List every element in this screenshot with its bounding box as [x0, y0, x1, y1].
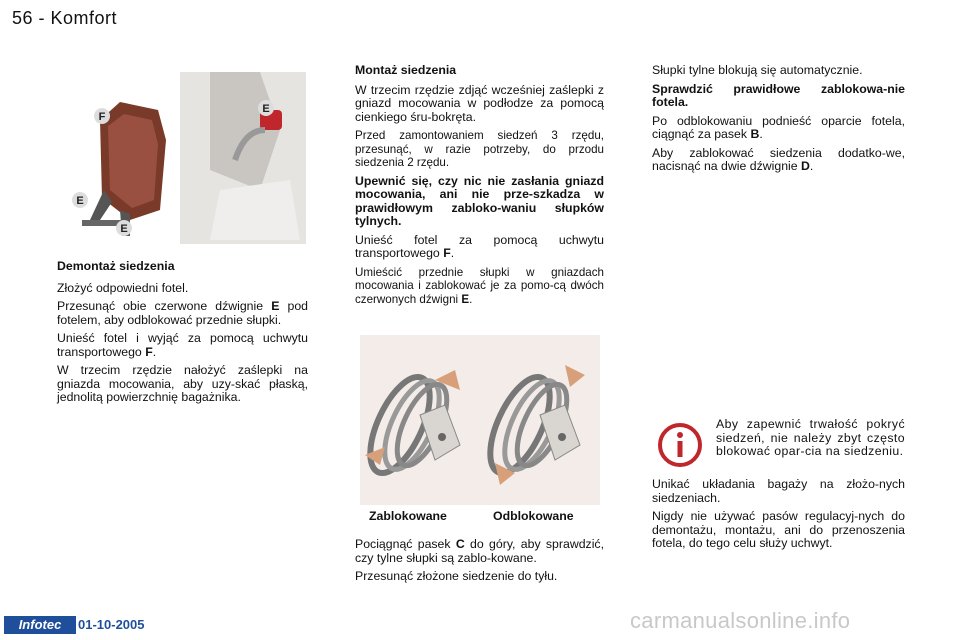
- latch-unlocked-drawing: [478, 365, 585, 485]
- info-icon: [657, 422, 703, 468]
- installation-heading: Montaż siedzenia: [355, 63, 457, 77]
- label-e-right: E: [262, 103, 270, 115]
- latch-illustration: [360, 335, 600, 505]
- info-note: [716, 418, 905, 459]
- installation-check: [355, 538, 604, 589]
- rear-step-3: Po odblokowaniu podnieść oparcie fotela, ciągnąć za pasek B.: [652, 113, 905, 141]
- footer-date: 01-10-2005: [78, 617, 145, 632]
- removal-heading: Demontaż siedzenia: [57, 259, 175, 273]
- removal-step-3: Unieść fotel i wyjąć za pomocą uchwytu transportowego F.: [57, 331, 308, 359]
- label-f: F: [98, 111, 106, 123]
- label-e-left: E: [76, 195, 84, 207]
- installation-warning: Upewnić się, czy nic nie zasłania gniazd mocowania, ani nie prze-szkadza w prawidłowym zabloko-waniu słupków tylnych.: [355, 173, 604, 228]
- rear-posts-section: [652, 64, 905, 179]
- warning-1: Unikać układania bagaży na złożo-nych siedzeniach.: [652, 477, 905, 505]
- warning-2: Nigdy nie używać pasów regulacyj-nych do demontażu, montażu, ani do przenoszenia fotela, do tego celu służy uchwyt.: [652, 509, 905, 550]
- rear-step-4: Aby zablokować siedzenia dodatko-we, nacisnąć na dwie dźwignie D.: [652, 145, 905, 173]
- watermark: carmanualsonline.info: [630, 608, 851, 633]
- installation-section: [355, 64, 604, 311]
- rear-step-1: Słupki tylne blokują się automatycznie.: [652, 63, 863, 77]
- removal-step-4: W trzecim rzędzie nałożyć zaślepki na gniazda mocowania, aby uzy-skać płaską, jednolitą powierzchnię bagażnika.: [57, 363, 308, 404]
- latch-locked-drawing: [360, 369, 460, 482]
- seat-removal-illustration: [60, 70, 308, 246]
- installation-step-2: Przed zamontowaniem siedzeń 3 rzędu, przesunąć, w razie potrzeby, do przodu siedzenia 2 rzędu.: [355, 129, 604, 169]
- installation-step-6: Pociągnąć pasek C do góry, aby sprawdzić, czy tylne słupki są zablo-kowane.: [355, 537, 604, 565]
- folded-seat-drawing: [82, 102, 166, 236]
- section-title: Komfort: [50, 8, 118, 28]
- installation-step-1: W trzecim rzędzie zdjąć wcześniej zaślepki z gniazd mocowania w podłodze za pomocą cienkiego śru-bokręta.: [355, 82, 604, 124]
- rear-step-2: Sprawdzić prawidłowe zablokowa-nie fotela.: [652, 81, 905, 109]
- infotec-logo: Infotec: [4, 616, 76, 634]
- warnings-section: [652, 478, 905, 556]
- caption-locked: Zablokowane: [369, 509, 447, 523]
- caption-unlocked: Odblokowane: [493, 509, 574, 523]
- info-note-text: Aby zapewnić trwałość pokryć siedzeń, nie należy zbyt często blokować opar-cia na siedzeniu.: [716, 417, 905, 458]
- installation-step-7: Przesunąć złożone siedzenie do tyłu.: [355, 569, 558, 583]
- removal-step-1: Złożyć odpowiedni fotel.: [57, 280, 189, 295]
- installation-step-4: Unieść fotel za pomocą uchwytu transportowego F.: [355, 232, 604, 260]
- page-header: [12, 8, 117, 29]
- page-number: 56: [12, 8, 34, 28]
- header-separator: -: [33, 8, 51, 28]
- installation-step-5: Umieścić przednie słupki w gniazdach mocowania i zablokować je za pomo-cą dwóch czerwonych dźwigni E.: [355, 265, 604, 306]
- removal-step-2: Przesunąć obie czerwone dźwignie E pod fotelem, aby odblokować przednie słupki.: [57, 299, 308, 327]
- label-e-bottom: E: [120, 223, 128, 235]
- seat-anchor-drawing: [180, 72, 306, 244]
- removal-section: [57, 260, 308, 410]
